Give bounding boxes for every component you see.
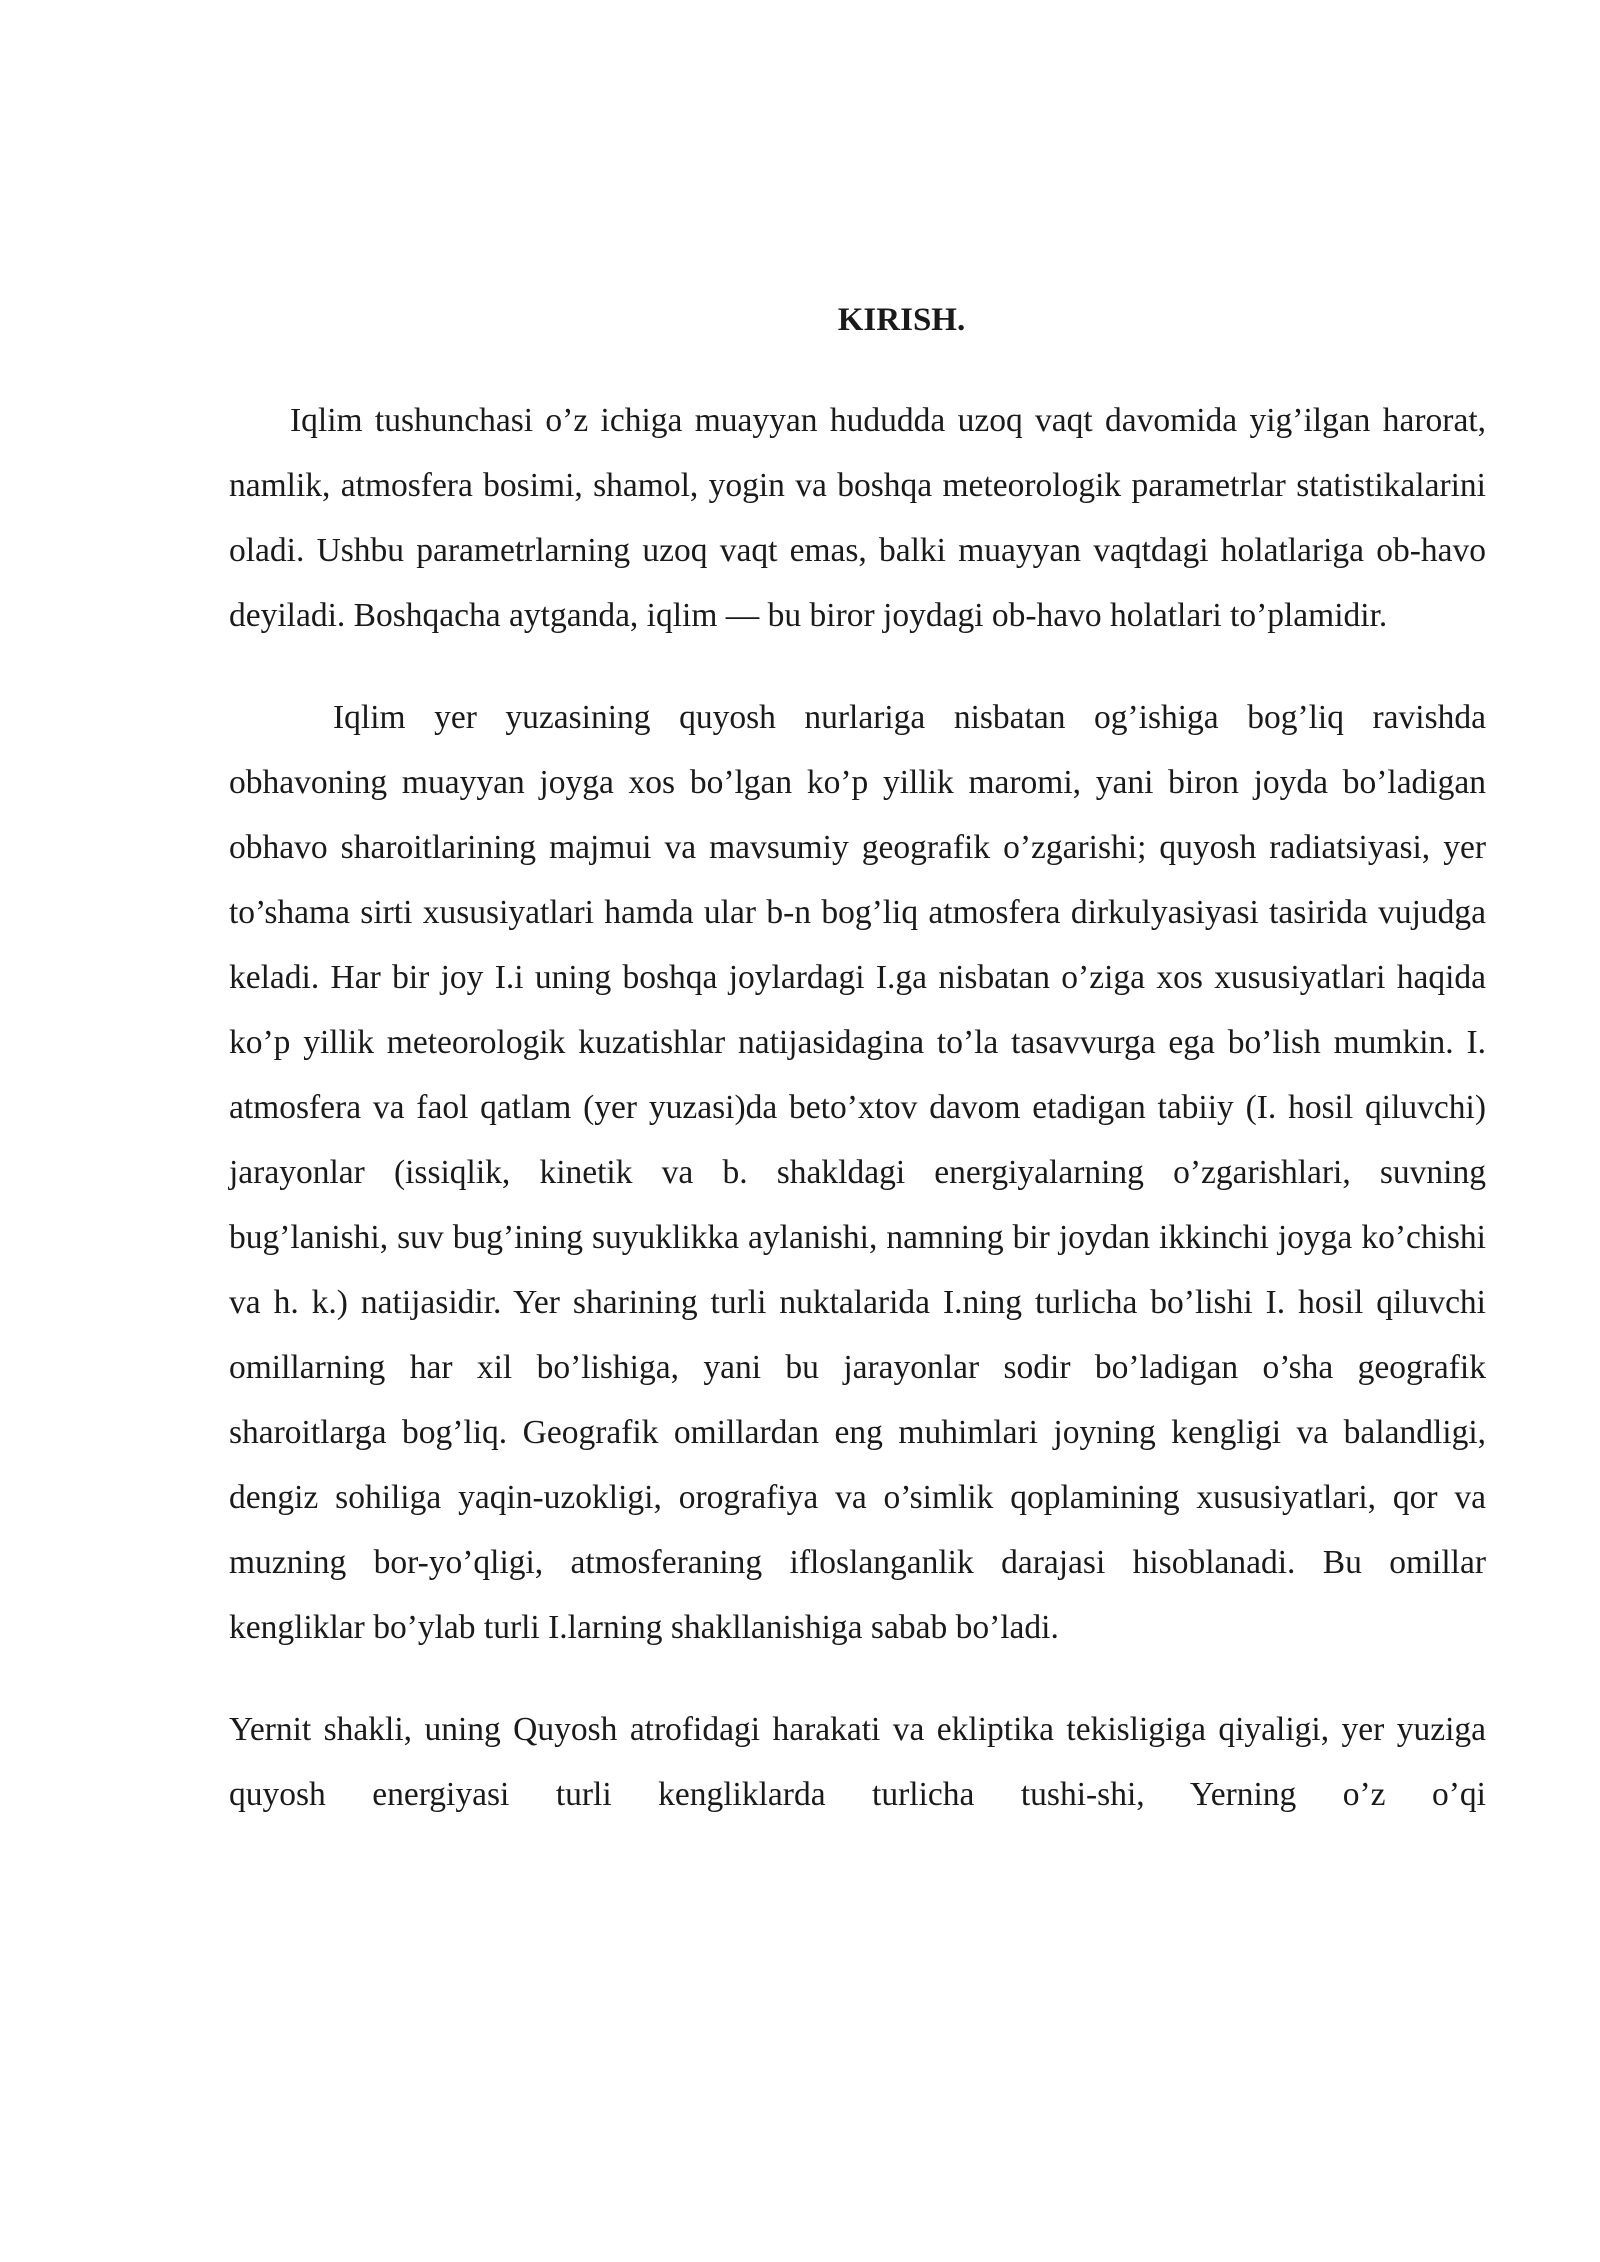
document-title: KIRISH. <box>837 302 966 338</box>
paragraph-climate-definition: Iqlim tushunchasi o’z ichiga muayyan hududda uzoq vaqt davomida yig’ilgan harorat, namlik, atmosfera bosimi, shamol, yogin va boshqa meteorologik parametrlar statistikalarini oladi. Ushbu parametrlarning uzoq vaqt emas, balki muayyan vaqtdagi holatlariga ob-havo deyiladi. Boshqacha aytganda, iqlim — bu biror joydagi ob-havo holatlari to’plamidir. <box>229 402 1486 634</box>
document-page <box>229 290 1486 1864</box>
paragraph-earth-shape: Yernit shakli, uning Quyosh atrofidagi harakati va ekliptika tekisligiga qiyaligi, yer yuziga quyosh energiyasi turli kengliklarda turlicha tushi-shi, Yerning o’z o’qi <box>229 1711 1486 1813</box>
paragraph-climate-factors: Iqlim yer yuzasining quyosh nurlariga nisbatan og’ishiga bog’liq ravishda obhavoning muayyan joyga xos bo’lgan ko’p yillik maromi, yani biron joyda bo’ladigan obhavo sharoitlarining majmui va mavsumiy geografik o’zgarishi; quyosh radiatsiyasi, yer to’shama sirti xususiyatlari hamda ular b-n bog’liq atmosfera dirkulyasiyasi tasirida vujudga keladi. Har bir joy I.i uning boshqa joylardagi I.ga nisbatan o’ziga xos xususiyatlari haqida ko’p yillik meteorologik kuzatishlar natijasidagina to’la tasavvurga ega bo’lish mumkin. I. atmosfera va faol qatlam (yer yuzasi)da beto’xtov davom etadigan tabiiy (I. hosil qiluvchi) jarayonlar (issiqlik, kinetik va b. shakldagi energiyalarning o’zgarishlari, suvning bug’lanishi, suv bug’ining suyuklikka aylanishi, namning bir joydan ikkinchi joyga ko’chishi va h. k.) natijasidir. Yer sharining turli nuktalarida I.ning turlicha bo’lishi I. hosil qiluvchi omillarning har xil bo’lishiga, yani bu jarayonlar sodir bo’ladigan o’sha geografik sharoitlarga bog’liq. Geografik omillardan eng muhimlari joyning kengligi va balandligi, dengiz sohiliga yaqin-uzokligi, orografiya va o’simlik qoplamining xususiyatlari, qor va muzning bor-yo’qligi, atmosferaning ifloslanganlik darajasi hisoblanadi. Bu omillar kengliklar bo’ylab turli I.larning shakllanishiga sabab bo’ladi. <box>229 699 1486 1646</box>
